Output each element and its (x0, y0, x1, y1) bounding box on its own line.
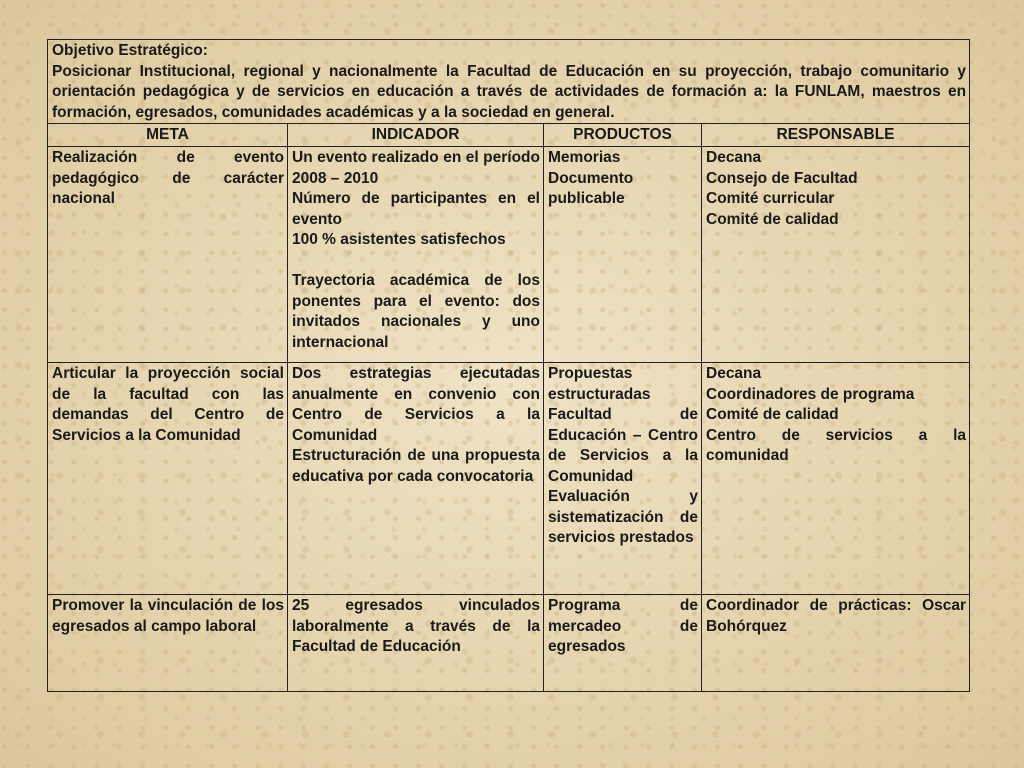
productos-line: Documento publicable (548, 169, 634, 207)
productos-line: Propuestas (548, 365, 633, 382)
table-row (48, 595, 970, 692)
objective-text: Posicionar Institucional, regional y nacionalmente la Facultad de Educación en su proyección, trabajo comunitario y orientación pedagógica y de servicios en educación a través de actividades de formación a: la FUNLAM, maestros en formación, egresados, comunidades académicas y a la sociedad en general. (52, 62, 967, 121)
meta-cell: Promover la vinculación de los egresados al campo laboral (48, 595, 288, 692)
indicador-line: 25 egresados vinculados laboralmente a través de la Facultad de Educación (292, 597, 540, 655)
indicador-line: Un evento realizado en el período 2008 – 2010 (292, 149, 540, 187)
indicador-cell (288, 595, 544, 692)
strategic-objective-table (47, 39, 970, 692)
header-indicador: INDICADOR (288, 124, 544, 147)
responsable-line: Decana (706, 149, 762, 166)
indicador-line: Dos estrategias ejecutadas anualmente en convenio con Centro de Servicios a la Comunidad (292, 365, 540, 444)
objective-title: Objetivo Estratégico: (52, 42, 208, 59)
responsable-line: Comité de calidad (706, 210, 839, 228)
productos-line: Evaluación y sistematización de servicios prestados (548, 488, 698, 546)
indicador-line: Estructuración de una propuesta educativa por cada convocatoria (292, 447, 540, 485)
productos-cell (544, 595, 702, 692)
productos-line: Memorias (548, 149, 621, 166)
objective-cell (48, 40, 970, 124)
indicador-line: Trayectoria académica de los ponentes para el evento: dos invitados nacionales y uno internacional (292, 272, 540, 351)
productos-line: estructuradas Facultad de Educación – Centro de Servicios a la Comunidad (548, 385, 698, 485)
indicador-line: Número de participantes en el evento (292, 190, 540, 228)
table-row (48, 147, 970, 363)
header-responsable: RESPONSABLE (702, 124, 970, 147)
table-row (48, 363, 970, 595)
responsable-line: Decana (706, 365, 762, 382)
responsable-cell (702, 147, 970, 363)
productos-cell (544, 147, 702, 363)
responsable-cell (702, 363, 970, 595)
responsable-line: Comité de calidad (706, 406, 839, 423)
responsable-line: Centro de servicios a la comunidad (706, 426, 967, 464)
productos-line: Programa de mercadeo de egresados (548, 597, 698, 655)
header-row (48, 124, 970, 147)
responsable-line: Consejo de Facultad (706, 169, 858, 187)
indicador-line: 100 % asistentes satisfechos (292, 231, 506, 248)
responsable-line: Coordinadores de programa (706, 385, 915, 403)
indicador-cell (288, 147, 544, 363)
responsable-cell (702, 595, 970, 692)
meta-cell: Articular la proyección social de la facultad con las demandas del Centro de Servicios a la Comunidad (48, 363, 288, 595)
responsable-line: Coordinador de prácticas: Oscar Bohórquez (706, 597, 967, 635)
header-meta: META (48, 124, 288, 147)
productos-cell (544, 363, 702, 595)
responsable-line: Comité curricular (706, 190, 835, 207)
meta-cell: Realización de evento pedagógico de carácter nacional (48, 147, 288, 363)
spacer (292, 251, 540, 272)
header-productos: PRODUCTOS (544, 124, 702, 147)
indicador-cell (288, 363, 544, 595)
